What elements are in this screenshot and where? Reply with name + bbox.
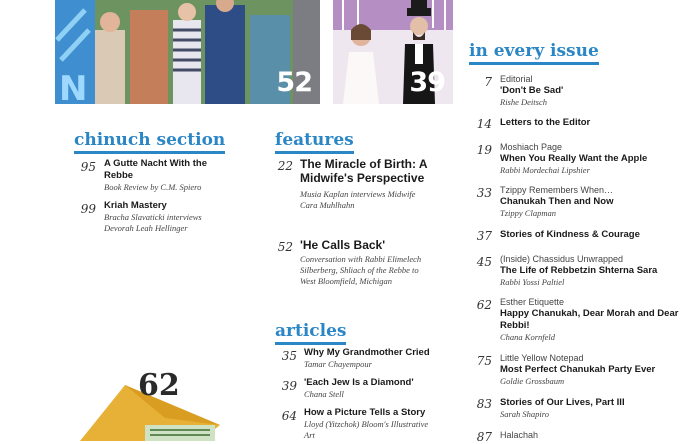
articles-section-heading: articles [275,321,346,345]
entry-title: The Life of Rebbetzin Shterna Sara [500,265,658,276]
entry-kicker: Esther Etiquette [500,297,565,307]
toc-entry[interactable] [470,117,690,129]
entry-byline: Musia Kaplan interviews Midwife Cara Muhlhahn [300,189,416,210]
wedding-photo [333,0,453,104]
entry-title: Most Perfect Chanukah Party Ever [500,364,656,375]
toc-entry[interactable] [275,157,435,211]
entry-byline: Chana Stell [304,389,344,399]
toc-entry[interactable] [470,297,690,343]
toc-entry[interactable] [275,238,435,287]
page-number: 45 [476,255,492,269]
page-number: 64 [281,409,297,423]
entry-byline: Book Review by C.M. Spiero [104,182,202,192]
toc-entry[interactable] [470,142,690,176]
page-number: 7 [484,75,492,89]
entry-title: Happy Chanukah, Dear Morah and Dear Rebbi! [500,308,679,331]
entry-title: When You Really Want the Apple [500,153,648,164]
page-number: 39 [281,379,297,393]
toc-entry[interactable] [470,397,690,420]
every-issue-section-heading: in every issue [469,41,599,65]
kids-photo-page-number: 52 [276,67,312,98]
entry-title: How a Picture Tells a Story [304,407,426,418]
toc-entry[interactable] [275,347,435,370]
page-number: 19 [476,143,492,157]
entry-kicker: Editorial [500,74,533,84]
svg-text:N: N [59,69,88,104]
kids-photo [55,0,320,104]
toc-entry[interactable] [470,185,690,219]
entry-title: Stories of Our Lives, Part III [500,397,625,408]
page-number: 35 [281,349,297,363]
entry-title: 'Each Jew Is a Diamond' [304,377,414,388]
entry-byline: Rabbi Yossi Paltiel [500,277,565,287]
entry-kicker: Little Yellow Notepad [500,353,584,363]
entry-kicker: (Inside) Chassidus Unwrapped [500,254,624,264]
entry-kicker: Halachah [500,430,539,440]
page-number: 99 [80,202,96,216]
entry-byline: Goldie Grossbaum [500,376,565,386]
toc-entry[interactable] [275,407,435,441]
page-number: 87 [476,430,492,444]
entry-title: The Miracle of Birth: A Midwife's Perspective [300,157,428,185]
toc-entry[interactable] [470,74,690,108]
features-section-heading: features [275,130,354,154]
toc-entry[interactable] [470,229,690,241]
page-number: 75 [476,354,492,368]
toc-entry[interactable] [470,353,690,387]
toc-entry[interactable] [470,430,690,444]
entry-byline: Lloyd (Yitzchok) Bloom's Illustrative Art [304,419,429,440]
entry-byline: Rabbi Mordechai Lipshier [500,165,590,175]
entry-byline: Sarah Shapiro [500,409,550,419]
toc-entry[interactable] [470,254,690,288]
page-number: 52 [277,240,293,254]
entry-byline: Conversation with Rabbi Elimelech Silberberg, Shliach of the Rebbe to West Bloomfield, Michigan [300,254,422,286]
toc-entry[interactable] [74,158,224,193]
page-number: 22 [277,159,293,173]
entry-byline: Tzippy Clapman [500,208,556,218]
promo-page-number: 62 [138,368,180,403]
page-number: 83 [476,397,492,411]
entry-byline: Rishe Deitsch [500,97,547,107]
entry-title: Kriah Mastery [104,200,167,211]
entry-title: A Gutte Nacht With the Rebbe [104,158,208,181]
toc-entry[interactable] [275,377,435,400]
entry-byline: Bracha Slavaticki interviews Devorah Leah Hellinger [104,212,202,233]
entry-byline: Tamar Chayempour [304,359,372,369]
entry-title: Why My Grandmother Cried [304,347,430,358]
page-number: 37 [476,229,492,243]
entry-kicker: Moshiach Page [500,142,563,152]
page-number: 95 [80,160,96,174]
toc-entry[interactable] [74,200,224,234]
entry-title: Stories of Kindness & Courage [500,229,640,240]
entry-byline: Chana Kornfeld [500,332,556,342]
page-number: 33 [476,186,492,200]
page-number: 62 [476,298,492,312]
entry-kicker: Tzippy Remembers When… [500,185,614,195]
entry-title: 'Don't Be Sad' [500,85,564,96]
chinuch-section-heading: chinuch section [74,130,225,154]
entry-title: Letters to the Editor [500,117,591,128]
entry-title: 'He Calls Back' [300,238,386,252]
wedding-photo-page-number: 39 [409,67,445,98]
page-number: 14 [476,117,492,131]
entry-title: Chanukah Then and Now [500,196,614,207]
